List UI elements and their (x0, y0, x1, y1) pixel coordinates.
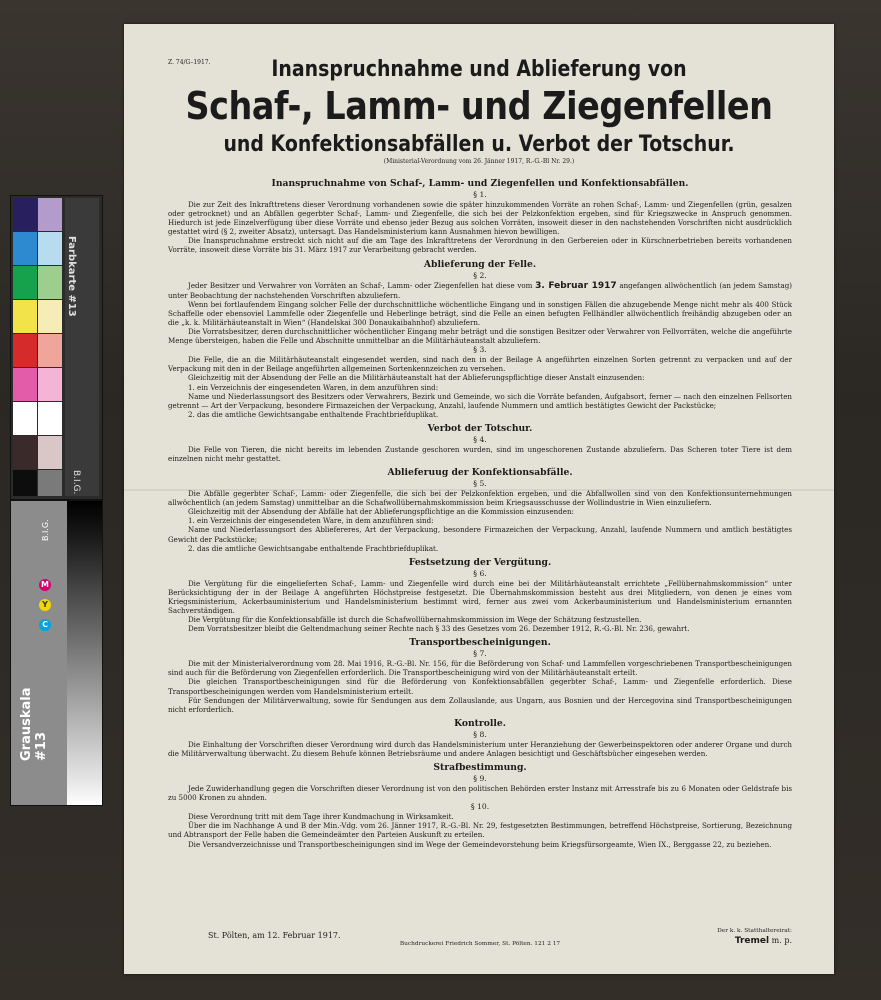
swatch-light-green (38, 266, 62, 299)
paragraph: Die Einhaltung der Vorschriften dieser Verordnung wird durch das Handelsministerium unter Heranziehung der Gewerbeinspektoren oder anderer Organe und durch die Militärverwaltung überwacht. Zu diesem Behufe können Betriebsräume und andere Anlagen besichtigt und Geschäftsbücher eingesehen werden. (168, 739, 792, 758)
list-item-detail: Name und Niederlassungsort des Abliefereres, Art der Verpackung, besondere Firmazeichen der Verpackung, Anzahl, laufende Nummern und amtlich bestätigtes Gewicht der Packstücke; (168, 525, 792, 544)
color-chart-brand: B.I.G. (71, 470, 81, 495)
paragraph-number: § 6. (473, 568, 487, 578)
swatch-light-magenta (38, 368, 62, 401)
yellow-mark: Y (39, 599, 51, 611)
paragraph: Die Versandverzeichnisse und Transportbescheinigungen sind im Wege der Gemeindevorstehung beim Kriegsfürsorgeamte, Wien IX., Berggasse 22, zu beziehen. (188, 839, 772, 849)
swatch-light-red (38, 334, 62, 367)
swatch-lavender (38, 198, 62, 231)
swatch-light-yellow (38, 300, 62, 333)
paragraph: Die Vergütung für die Konfektionsabfälle ist durch die Schafwollübernahmskommission im Wege der Schätzung festzustellen. (188, 615, 642, 625)
title-line-2: Schaf-, Lamm- und Ziegenfellen (185, 84, 773, 128)
section-heading: Strafbestimmung. (433, 762, 527, 774)
swatch-red (13, 334, 37, 367)
cyan-mark: C (39, 619, 51, 631)
title-line-1: Inanspruchnahme und Ablieferung von (271, 57, 687, 82)
paragraph: Wenn bei fortlaufendem Eingang solcher Felle der durchschnittliche wöchentliche Eingang und in sonstigen Fällen die abzugebende Menge nicht mehr als 400 Stück Schaffelle oder ebensoviel Lammfelle oder Ziegenfelle und Heberlinge beträgt, sind die Felle an einen befugten Fellhändler allwöchentlich freihändig abzugeben oder an die „k. k. Militärhäuteanstalt in Wien“ (Handelskai 300 Donaukaibahnhof) abzuliefern. (168, 299, 792, 327)
title-line-3: und Konfektionsabfällen u. Verbot der Totschur. (223, 132, 735, 157)
paragraph: Jede Zuwiderhandlung gegen die Vorschriften dieser Verordnung ist von den politischen Behörden erster Instanz mit Arresstrafe bis zu 6 Monaten oder Geldstrafe bis zu 5000 Kronen zu ahnden. (168, 784, 792, 803)
swatch-light-cyan (38, 232, 62, 265)
poster-sheet (124, 24, 834, 974)
paragraph-number: § 8. (473, 729, 487, 739)
reference-number: Z. 74/G–1917. (168, 59, 211, 66)
swatch-magenta (13, 368, 37, 401)
grayscale-title: Grauskala #13 (19, 687, 49, 761)
swatch-grey (38, 470, 62, 496)
paragraph: Diese Verordnung tritt mit dem Tage ihrer Kundmachung in Wirksamkeit. (188, 812, 454, 822)
paragraph: Dem Vorratsbesitzer bleibt die Geltendmachung seiner Rechte nach § 33 des Gesetzes vom 26. Dezember 1912, R.-G.-Bl. Nr. 236, gewahrt. (188, 624, 690, 634)
swatch-green (13, 266, 37, 299)
swatch-white (13, 402, 37, 435)
list-item: 2. das die amtliche Gewichtsangabe enthaltende Frachtbriefduplikat. (188, 543, 439, 553)
printer-imprint: Buchdruckerei Friedrich Sommer, St. Pölten. 121 2 17 (399, 941, 561, 947)
paragraph: Die gleichen Transportbescheinigungen sind für die Beförderung von Konfektionsabfällen gegerbter Schaf-, Lamm- und Ziegenfelle erforderlich. Diese Transportbescheinigungen werden vom Handelsministerium erteilt. (168, 677, 792, 696)
paragraph-text: angefangen allwöchentlich (an jedem Samstag) unter Beobachtung der nachstehenden Vorschriften abzuliefern. (168, 280, 793, 300)
paragraph: Für Sendungen der Militärverwaltung, sowie für Sendungen aus dem Zollauslande, aus Ungarn, aus Bosnien und der Hercegovina sind Transportbescheinigungen nicht erforderlich. (168, 695, 792, 714)
section-heading: Verbot der Totschur. (427, 422, 533, 434)
section-heading: Festsetzung der Vergütung. (408, 556, 552, 568)
paragraph-number: § 1. (473, 190, 487, 199)
poster-footer (168, 928, 792, 958)
color-chart-title: Farbkarte #13 (66, 236, 77, 317)
signer-suffix: m. p. (771, 936, 792, 945)
magenta-mark: M (39, 579, 51, 591)
paragraph: Die Abfälle gegerbter Schaf-, Lamm- oder Ziegenfelle, die sich bei der Pelzkonfektion ergeben, und die Abfallwollen sind von den Konfektionsunternehmungen allwöchentlich (an jedem Samstag) unmittelbar an die Schafwollübernahmskommission beim Kriegsausschusse der Wollindustrie in Wien einzuliefern. (168, 489, 792, 508)
paragraph: Gleichzeitig mit der Absendung der Felle an die Militärhäuteanstalt hat der Ablieferungspflichtige dieser Anstalt einzusenden: (188, 373, 645, 383)
paragraph (168, 281, 792, 300)
paragraph: Gleichzeitig mit der Absendung der Abfälle hat der Ablieferungspflichtige an die Kommission einzusenden: (188, 507, 574, 517)
poster-body (168, 174, 792, 849)
paragraph: Die Inanspruchnahme erstreckt sich nicht auf die am Tage des Inkrafttretens der Verordnung in den Gerbereien oder in Kürschnerbetrieben bereits vorhandenen Vorräte, insoweit diese Vorräte bis 31. März 1917 zur Verarbeitung gebracht werden. (168, 236, 792, 255)
section-heading: Ablieferuug der Konfektionsabfälle. (387, 467, 573, 479)
list-item: 1. ein Verzeichnis der eingesendeten Waren, in dem anzuführen sind: (188, 382, 439, 392)
paragraph-text: Jeder Besitzer und Verwahrer von Vorräten an Schaf-, Lamm- oder Ziegenfellen hat diese vom (188, 280, 533, 290)
section-heading: Kontrolle. (454, 717, 506, 729)
section-heading: Transportbescheinigungen. (409, 637, 551, 649)
list-item-detail: Name und Niederlassungsort des Besitzers oder Verwahrers, Bezirk und Gemeinde, wo sich die Vorräte befanden, Aufgabsort, ferner — nach den einzelnen Fellsorten getrennt — Art der Verpackung, besondere Firmazeichen der Verpackung, Anzahl, laufende Nummern und amtlich bestätigtes Gewicht der Packstücke; (168, 391, 792, 410)
swatch-white-2 (38, 402, 62, 435)
paragraph: Die Vorratsbesitzer, deren durchschnittlicher wöchentlicher Eingang mehr beträgt und die sonstigen Besitzer oder Verwahrer von Fellvorräten, welche die angeführte Menge übersteigen, haben die Felle und Abschnitte unmittelbar an die Militärhäuteanstalt abzuliefern. (168, 327, 792, 346)
swatch-yellow (13, 300, 37, 333)
list-item: 1. ein Verzeichnis der eingesendeten Ware, in dem anzuführen sind: (188, 516, 434, 526)
paragraph: Die Felle, die an die Militärhäuteanstalt eingesendet werden, sind nach den in der Beilage A angeführten einzelnen Sorten getrennt zu verpacken und auf der Verpackung mit den in der Beilage angeführten allgemeinen Sortenkennzeichen zu versehen. (168, 355, 792, 374)
section-heading: Inanspruchnahme von Schaf-, Lamm- und Ziegenfellen und Konfektionsabfällen. (271, 178, 689, 189)
swatch-dark (13, 436, 37, 469)
grayscale-strip (67, 501, 102, 805)
signer-name: Tremel (734, 936, 770, 946)
signature (735, 936, 792, 946)
swatch-cyan (13, 232, 37, 265)
paragraph: Die zur Zeit des Inkrafttretens dieser Verordnung vorhandenen sowie die später hinzukommenden Vorräte an rohen Schaf-, Lamm- und Ziegenfellen (grün, gesalzen oder getrocknet) und an Abfällen gegerbter Schaf-, Lamm- und Ziegenfelle, die sich bei der Pelzkonfektion ergeben, sind für Kriegszwecke in Anspruch genommen. Hiedurch ist jede Einzelverfügung über diese Vorräte und ebenso jeder Bezug aus solchen Vorräten, insoweit dieser in den nachstehenden Vorschriften nicht ausdrücklich gestattet wird (§ 2, zweiter Absatz), untersagt. Das Handelsministerium kann Ausnahmen hievon bewilligen. (168, 200, 792, 237)
list-item: 2. das die amtliche Gewichtsangabe enthaltende Frachtbriefduplikat. (188, 409, 439, 419)
paragraph: Über die im Nachhange A und B der Min.-Vdg. vom 26. Jänner 1917, R.-G.-Bl. Nr. 29, festgesetzten Bestimmungen, betreffend Höchstpreise, Sortierung, Bezeichnung und Abtransport der Felle haben die Gemeindeämter den Parteien Auskunft zu erteilen. (168, 821, 792, 840)
paragraph-number: § 3. (473, 345, 487, 355)
swatch-light-grey (38, 436, 62, 469)
color-calibration-chart (10, 195, 103, 500)
grayscale-calibration-chart (10, 500, 103, 806)
swatch-blue (13, 198, 37, 231)
swatch-black (13, 470, 37, 496)
paragraph: Die Vergütung für die eingelieferten Schaf-, Lamm- und Ziegenfelle wird durch eine bei der Militärhäuteanstalt errichtete „Fellübernahmskommission“ unter Berücksichtigung der in der Beilage A angeführten Höchstpreise festgesetzt. Die Übernahmskommission besteht aus drei Mitgliedern, von denen je eines vom Kriegsministerium, Ackerbauministerium und Handelsministerium bestimmt wird, ferner aus zwei vom Ackerbauministerium und Handelsministerium ernannten Sachverständigen. (168, 578, 792, 615)
subtitle: (Ministerial-Verordnung vom 26. Jänner 1917, R.-G.-Bl Nr. 29.) (383, 158, 575, 165)
issuing-authority: Der k. k. Statthaltereirat: (717, 928, 792, 934)
paragraph-number: § 10. (470, 802, 490, 812)
paragraph-number: § 7. (473, 649, 487, 659)
deadline-date: 3. Februar 1917 (535, 280, 617, 291)
paragraph-number: § 9. (473, 774, 487, 784)
paragraph: Die Felle von Tieren, die nicht bereits im lebenden Zustande geschoren wurden, sind im ungeschorenen Zustande abzuliefern. Das Scheren toter Tiere ist dem einzelnen nicht mehr gestattet. (168, 444, 792, 463)
place-and-date: St. Pölten, am 12. Februar 1917. (208, 931, 341, 940)
grayscale-brand: B.I.G. (41, 519, 50, 541)
section-heading: Ablieferung der Felle. (423, 258, 537, 270)
paragraph-number: § 4. (473, 434, 487, 444)
paragraph: Die mit der Ministerialverordnung vom 28. Mai 1916, R.-G.-Bl. Nr. 156, für die Beförderung von Schaf- und Lammfellen vorgeschriebenen Transportbescheinigungen sind auch für die Beförderung von Ziegenfellen erforderlich. Die Transportbescheinigung wird von der Militärhäuteanstalt erteilt. (168, 659, 792, 678)
paragraph-number: § 5. (473, 479, 487, 489)
paragraph-number: § 2. (473, 270, 487, 280)
